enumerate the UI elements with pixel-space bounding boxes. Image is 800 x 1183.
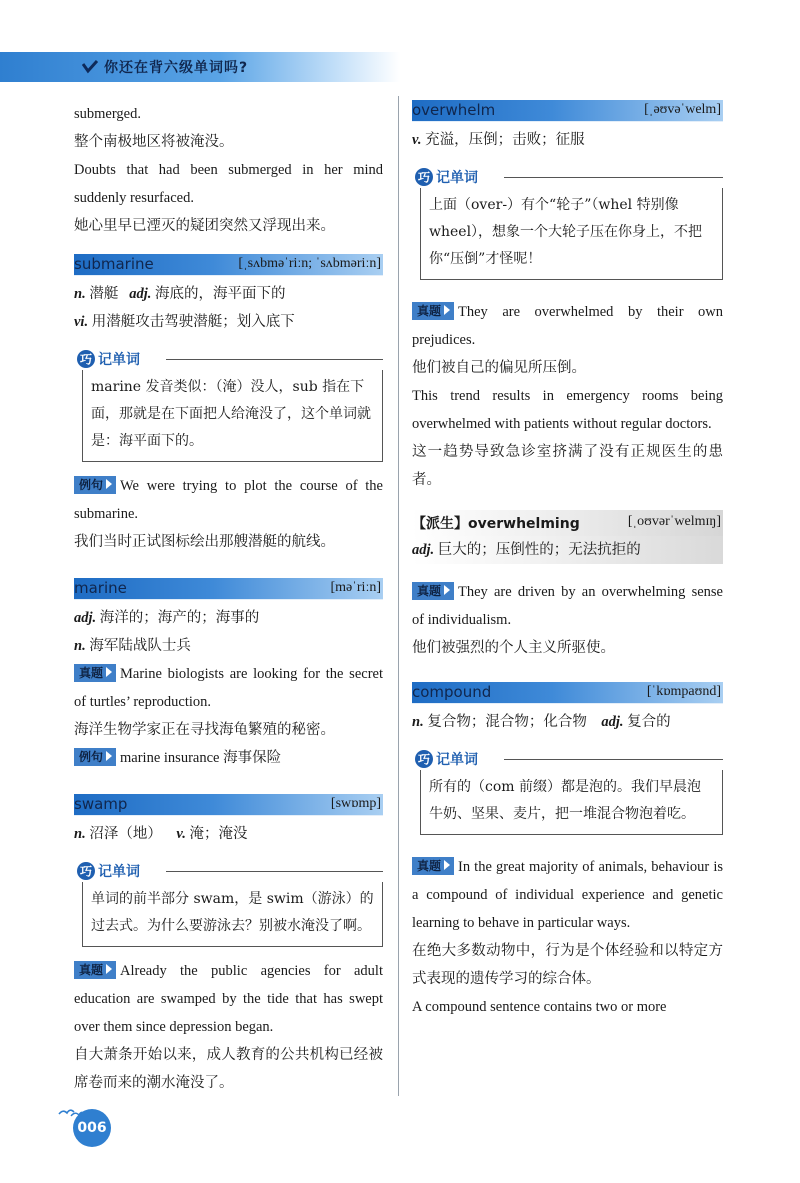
example-tag: 例句: [74, 476, 116, 494]
intro-line: submerged.: [74, 106, 141, 122]
definition-line: adj. 巨大的；压倒性的；无法抗拒的: [412, 536, 723, 564]
left-column: [74, 100, 383, 1097]
memo-label: 记单词: [436, 752, 478, 768]
derived-word: [412, 510, 723, 564]
exam-sentence: 真题 They are overwhelmed by their own prejudices.: [412, 304, 723, 348]
memo-text: 所有的（com 前缀）都是泡的。我们早晨泡牛奶、坚果、麦片，把一堆混合物泡着吃。: [420, 770, 723, 835]
headword: submarine: [74, 255, 154, 273]
word-heading-marine: [74, 578, 383, 600]
exam-sentence: 真题 They are driven by an overwhelming sense of individualism.: [412, 584, 723, 628]
exam-sentence: This trend results in emergency rooms being overwhelmed with patients without regular doctors.: [412, 388, 723, 432]
exam-sentence-cn: 这一趋势导致急诊室挤满了没有正规医生的患者。: [412, 444, 723, 488]
memo-text: marine 发音类似：（淹）没人，sub 指在下面，那就是在下面把人给淹没了，这个单词就是：海平面下的。: [82, 370, 383, 462]
definition-line: v. 充溢，压倒；击败；征服: [412, 132, 585, 148]
phonetic: [ˌəʊvəˈwelm]: [644, 102, 721, 117]
intro-sentence: Doubts that had been submerged in her mind suddenly resurfaced.: [74, 162, 383, 206]
exam-sentence: 真题 In the great majority of animals, behaviour is a compound of individual experience and genetic learning to behave in particular ways.: [412, 859, 723, 931]
exam-tag: 真题: [412, 582, 454, 600]
exam-tag: 真题: [412, 857, 454, 875]
intro-sentence-cn: 她心里早已湮灭的疑团突然又浮现出来。: [74, 218, 335, 234]
exam-sentence-cn: 海洋生物学家正在寻找海龟繁殖的秘密。: [74, 722, 335, 738]
exam-tag: 真题: [412, 302, 454, 320]
svg-text:巧: 巧: [79, 864, 93, 879]
memo-icon: [76, 861, 96, 881]
exam-sentence: 真题 Marine biologists are looking for the secret of turtles’ reproduction.: [74, 666, 383, 710]
phonetic: [ˌsʌbməˈriːn; ˈsʌbməriːn]: [238, 256, 381, 271]
phonetic: [ˈkɒmpaʊnd]: [646, 684, 721, 699]
memo-icon: [414, 167, 434, 187]
memory-box: [74, 860, 383, 947]
exam-sentence-cn: 他们被自己的偏见所压倒。: [412, 360, 586, 376]
memory-box: [412, 166, 723, 280]
word-heading-overwhelm: [412, 100, 723, 122]
exam-sentence: 真题 Already the public agencies for adult education are swamped by the tide that has swept over them since depression began.: [74, 963, 383, 1035]
definition-line: n. 海军陆战队士兵: [74, 638, 191, 654]
word-heading-submarine: [74, 254, 383, 276]
word-heading-swamp: [74, 794, 383, 816]
page-number: 006: [73, 1109, 111, 1147]
memory-box: [74, 348, 383, 462]
headword: swamp: [74, 795, 128, 813]
definition-line: adj. 海洋的；海产的；海事的: [74, 610, 260, 626]
memo-icon: [414, 749, 434, 769]
headword: compound: [412, 683, 492, 701]
memo-text: 单词的前半部分 swam，是 swim（游泳）的过去式。为什么要游泳去？别被水淹没了啊。: [82, 882, 383, 947]
memo-label: 记单词: [98, 864, 140, 880]
svg-text:巧: 巧: [79, 352, 93, 367]
example: 例句 marine insurance 海事保险: [74, 744, 383, 772]
exam-sentence-cn: 他们被强烈的个人主义所驱使。: [412, 640, 615, 656]
definition-line: n. 复合物；混合物；化合物 adj. 复合的: [412, 714, 671, 730]
phonetic: [swɒmp]: [330, 796, 381, 811]
right-column: [412, 100, 723, 1021]
memo-label: 记单词: [98, 352, 140, 368]
memo-label: 记单词: [436, 170, 478, 186]
headword: overwhelm: [412, 101, 496, 119]
memory-box: [412, 748, 723, 835]
memo-icon: [76, 349, 96, 369]
exam-sentence-cn: 自大萧条开始以来，成人教育的公共机构已经被席卷而来的潮水淹没了。: [74, 1047, 383, 1091]
checkmark-icon: [82, 60, 98, 74]
example-cn: 我们当时正试图标绘出那艘潜艇的航线。: [74, 534, 335, 550]
definition-line: vi. 用潜艇攻击驾驶潜艇；划入底下: [74, 314, 295, 330]
phonetic: [məˈriːn]: [330, 580, 381, 595]
exam-sentence-cn: 在绝大多数动物中，行为是个体经验和以特定方式表现的遗传学习的综合体。: [412, 943, 723, 987]
svg-text:巧: 巧: [417, 752, 431, 767]
header-banner: [0, 52, 400, 82]
svg-text:巧: 巧: [417, 170, 431, 185]
definition-line: n. 潜艇 adj. 海底的，海平面下的: [74, 286, 286, 302]
example-tag: 例句: [74, 748, 116, 766]
intro-line-cn: 整个南极地区将被淹没。: [74, 134, 234, 150]
derived-headword: 【派生】overwhelming: [412, 516, 580, 532]
continued-sentence: A compound sentence contains two or more: [412, 999, 667, 1015]
headword: marine: [74, 579, 127, 597]
definition-line: n. 沼泽（地） v. 淹；淹没: [74, 826, 248, 842]
header-title: 你还在背六级单词吗?: [104, 60, 249, 76]
exam-tag: 真题: [74, 664, 116, 682]
example: 例句 We were trying to plot the course of the submarine.: [74, 478, 383, 522]
column-divider: [398, 96, 399, 1096]
phonetic: [ˌoʊvərˈwelmɪŋ]: [627, 514, 721, 529]
memo-text: 上面（over-）有个“轮子”（whel 特别像 wheel），想象一个大轮子压在你身上，不把你“压倒”才怪呢！: [420, 188, 723, 280]
word-heading-compound: [412, 682, 723, 704]
exam-tag: 真题: [74, 961, 116, 979]
